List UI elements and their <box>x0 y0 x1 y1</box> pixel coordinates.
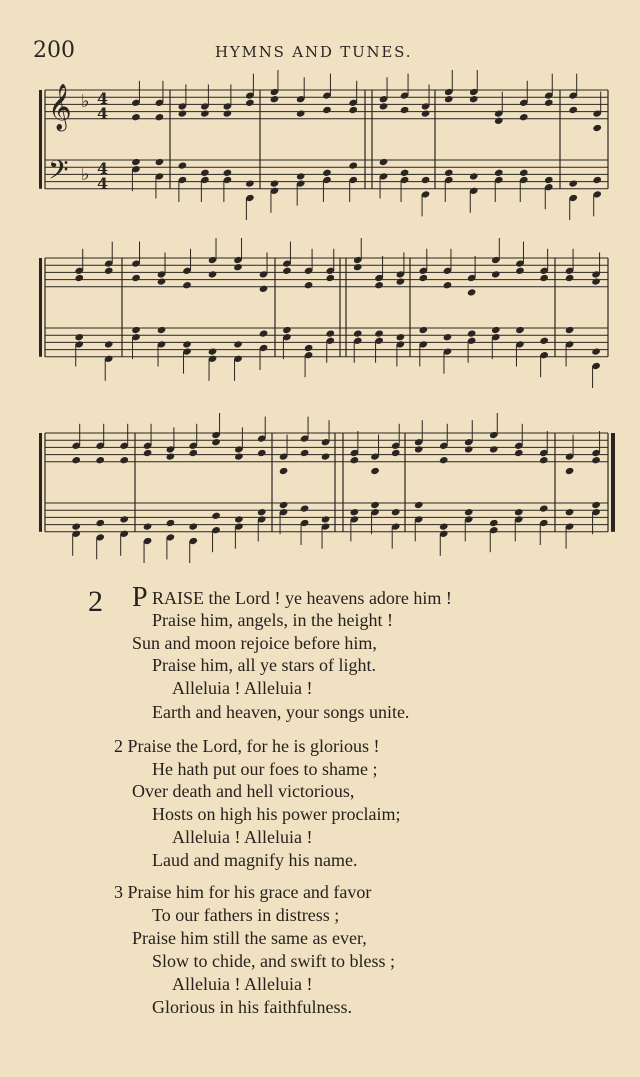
note-head <box>322 169 332 177</box>
note-head <box>155 113 165 121</box>
time-signature-top: 4 <box>97 159 109 178</box>
running-title: HYMNS AND TUNES. <box>215 43 413 61</box>
verse-line: 2 Praise the Lord, for he is glorious ! <box>114 736 380 756</box>
note-head <box>396 277 406 285</box>
note-head <box>321 515 331 523</box>
verse-line: Glorious in his faithfulness. <box>152 997 352 1017</box>
note-head <box>391 449 401 457</box>
note-head <box>155 158 165 166</box>
note-head <box>591 456 601 464</box>
note-head <box>178 109 188 117</box>
note-head <box>565 274 575 282</box>
note-head <box>565 326 575 334</box>
note-head <box>279 501 289 509</box>
note-head <box>178 161 188 169</box>
verse-line: Alleluia ! Alleluia ! <box>172 827 313 847</box>
note-head <box>131 274 141 282</box>
note-head <box>469 95 479 103</box>
note-head <box>419 274 429 282</box>
note-head <box>300 449 310 457</box>
note-head <box>491 270 501 278</box>
note-head <box>414 501 424 509</box>
flat-sign: ♭ <box>81 91 90 112</box>
flat-sign: ♭ <box>81 164 90 185</box>
note-head <box>95 456 105 464</box>
note-head <box>370 501 380 509</box>
note-head <box>494 117 504 125</box>
verse-line: Laud and magnify his name. <box>152 850 358 870</box>
note-head <box>350 456 360 464</box>
note-head <box>544 99 554 107</box>
note-head <box>279 467 289 475</box>
note-head <box>489 519 499 527</box>
note-head <box>350 508 360 516</box>
note-head <box>325 274 335 282</box>
note-head <box>296 109 306 117</box>
note-head <box>233 263 243 271</box>
note-head <box>439 522 449 530</box>
note-head <box>257 449 267 457</box>
note-head <box>491 326 501 334</box>
note-head <box>591 501 601 509</box>
note-head <box>296 172 306 180</box>
bass-clef-icon: 𝄢 <box>48 154 69 192</box>
final-bar-line <box>611 433 615 532</box>
verse-line: Hosts on high his power proclaim; <box>152 804 401 824</box>
note-head <box>592 176 602 184</box>
note-head <box>348 161 358 169</box>
verse-line: Praise him, angels, in the height ! <box>152 610 393 630</box>
verse-line: He hath put our foes to shame ; <box>152 759 378 779</box>
note-head <box>568 106 578 114</box>
note-head <box>208 270 218 278</box>
verse-line: Sun and moon rejoice before him, <box>132 633 377 653</box>
note-head <box>104 340 114 348</box>
note-head <box>467 329 477 337</box>
verse-line: Alleluia ! Alleluia ! <box>172 678 313 698</box>
note-head <box>200 109 210 117</box>
note-head <box>515 326 525 334</box>
note-head <box>95 519 105 527</box>
note-head <box>104 267 114 275</box>
system-brace <box>39 433 42 532</box>
note-head <box>233 340 243 348</box>
note-head <box>200 169 210 177</box>
note-head <box>211 438 221 446</box>
note-head <box>270 95 280 103</box>
note-head <box>208 347 218 355</box>
note-head <box>379 102 389 110</box>
note-head <box>71 456 81 464</box>
note-head <box>74 333 84 341</box>
note-head <box>131 158 141 166</box>
note-head <box>544 176 554 184</box>
note-head <box>514 508 524 516</box>
note-head <box>539 504 549 512</box>
note-head <box>282 267 292 275</box>
verse-line: Praise him still the same as ever, <box>132 928 367 948</box>
note-head <box>325 329 335 337</box>
note-head <box>270 179 280 187</box>
note-head <box>353 263 363 271</box>
note-head <box>166 519 176 527</box>
treble-clef-icon: 𝄞 <box>48 84 72 130</box>
note-head <box>74 274 84 282</box>
note-head <box>519 113 529 121</box>
note-head <box>519 169 529 177</box>
note-head <box>119 456 129 464</box>
note-head <box>443 281 453 289</box>
note-head <box>245 99 255 107</box>
time-signature-bottom: 4 <box>97 104 109 123</box>
note-head <box>259 329 269 337</box>
note-head <box>539 274 549 282</box>
note-head <box>443 333 453 341</box>
verse-line: Over death and hell victorious, <box>132 781 355 801</box>
note-head <box>143 449 153 457</box>
note-head <box>419 326 429 334</box>
note-head <box>234 452 244 460</box>
note-head <box>515 267 525 275</box>
verse-line: To our fathers in distress ; <box>152 905 340 925</box>
note-head <box>188 449 198 457</box>
note-head <box>439 456 449 464</box>
note-head <box>71 522 81 530</box>
note-head <box>131 326 141 334</box>
note-head <box>400 169 410 177</box>
note-head <box>444 169 454 177</box>
note-head <box>157 326 167 334</box>
verse-line: Praise him, all ye stars of light. <box>152 655 376 675</box>
note-head <box>379 158 389 166</box>
drop-cap: P <box>132 582 148 613</box>
note-head <box>304 344 314 352</box>
note-head <box>400 106 410 114</box>
system-brace <box>39 90 42 189</box>
note-head <box>374 281 384 289</box>
note-head <box>494 169 504 177</box>
note-head <box>565 508 575 516</box>
note-head <box>565 467 575 475</box>
note-head <box>353 329 363 337</box>
system-brace <box>39 258 42 357</box>
note-head <box>421 109 431 117</box>
note-head <box>421 176 431 184</box>
note-head <box>304 281 314 289</box>
note-head <box>374 329 384 337</box>
page-number: 200 <box>33 38 75 63</box>
note-head <box>223 109 233 117</box>
note-head <box>514 449 524 457</box>
note-head <box>592 124 602 132</box>
note-head <box>464 508 474 516</box>
note-head <box>211 512 221 520</box>
note-head <box>464 445 474 453</box>
note-head <box>322 106 332 114</box>
note-head <box>223 169 233 177</box>
verse-line: 3 Praise him for his grace and favor <box>114 882 372 902</box>
verse-line: Earth and heaven, your songs unite. <box>152 702 410 722</box>
note-head <box>348 106 358 114</box>
note-head <box>257 508 267 516</box>
note-head <box>300 504 310 512</box>
note-head <box>370 467 380 475</box>
note-head <box>591 347 601 355</box>
note-head <box>396 333 406 341</box>
note-head <box>321 452 331 460</box>
note-head <box>234 515 244 523</box>
note-head <box>467 288 477 296</box>
note-head <box>469 172 479 180</box>
note-head <box>591 277 601 285</box>
time-signature-top: 4 <box>97 89 109 108</box>
note-head <box>539 337 549 345</box>
note-head <box>282 326 292 334</box>
note-head <box>489 445 499 453</box>
time-signature-bottom: 4 <box>97 174 109 193</box>
note-head <box>188 522 198 530</box>
stanza-number: 2 <box>88 585 103 618</box>
note-head <box>119 515 129 523</box>
verse-line: Alleluia ! Alleluia ! <box>172 974 313 994</box>
note-head <box>131 113 141 121</box>
note-head <box>539 456 549 464</box>
note-head <box>157 277 167 285</box>
note-head <box>143 522 153 530</box>
note-head <box>259 285 269 293</box>
note-head <box>182 281 192 289</box>
note-head <box>414 445 424 453</box>
note-head <box>568 179 578 187</box>
verse-line: Slow to chide, and swift to bless ; <box>152 951 395 971</box>
note-head <box>245 179 255 187</box>
note-head <box>444 95 454 103</box>
verse-line: RAISE the Lord ! ye heavens adore him ! <box>152 588 452 608</box>
note-head <box>166 452 176 460</box>
note-head <box>391 508 401 516</box>
note-head <box>182 340 192 348</box>
